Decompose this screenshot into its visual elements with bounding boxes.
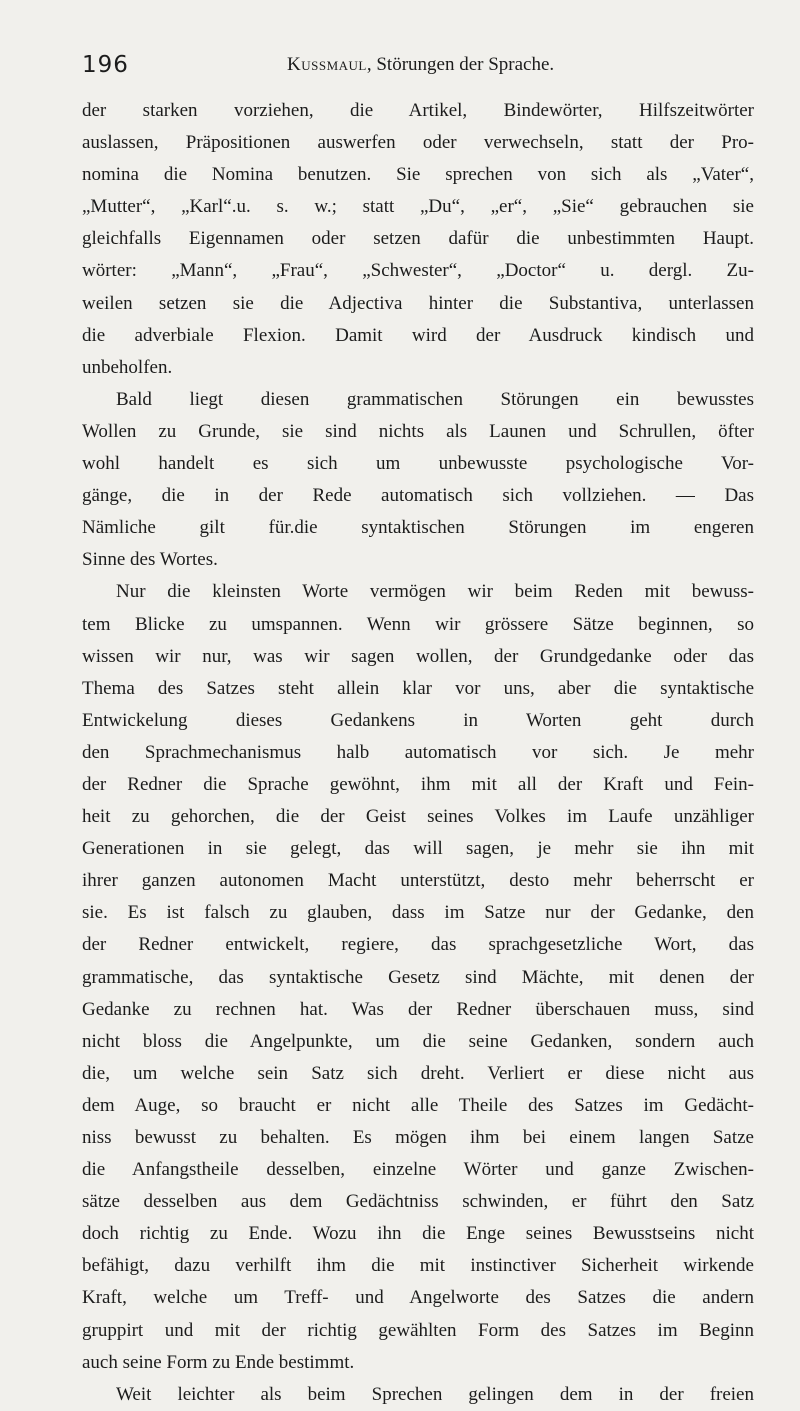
text-line: wohl handelt es sich um unbewusste psychologische Vor- bbox=[82, 453, 754, 475]
text-line: nomina die Nomina benutzen. Sie sprechen von sich als „Vater“, bbox=[82, 164, 754, 186]
text-line: ihrer ganzen autonomen Macht unterstützt, desto mehr beherrscht er bbox=[82, 870, 754, 892]
text-line: Entwickelung dieses Gedankens in Worten geht durch bbox=[82, 709, 754, 731]
text-line: nicht bloss die Angelpunkte, um die seine Gedanken, sondern auch bbox=[82, 1030, 754, 1052]
text-line: der Redner entwickelt, regiere, das sprachgesetzliche Wort, das bbox=[82, 934, 754, 956]
running-head-author: Kussmaul bbox=[287, 54, 367, 75]
text-line: dem Auge, so braucht er nicht alle Theile des Satzes im Gedächt- bbox=[82, 1094, 754, 1116]
text-line: unbeholfen. bbox=[82, 356, 173, 378]
text-line: der Redner die Sprache gewöhnt, ihm mit all der Kraft und Fein- bbox=[82, 773, 754, 795]
text-line: Sinne des Wortes. bbox=[82, 549, 218, 571]
text-line: der starken vorziehen, die Artikel, Bindewörter, Hilfszeitwörter bbox=[82, 100, 754, 121]
text-line: „Mutter“, „Karl“.u. s. w.; statt „Du“, „er“, „Sie“ gebrauchen sie bbox=[82, 196, 754, 218]
text-line: Bald liegt diesen grammatischen Störungen ein bewusstes bbox=[116, 388, 754, 410]
text-line: befähigt, dazu verhilft ihm die mit instinctiver Sicherheit wirkende bbox=[82, 1255, 754, 1277]
text-line: tem Blicke zu umspannen. Wenn wir grössere Sätze beginnen, so bbox=[82, 613, 754, 635]
text-line: Wollen zu Grunde, sie sind nichts als Launen und Schrullen, öfter bbox=[82, 420, 754, 442]
text-line: Nur die kleinsten Worte vermögen wir beim Reden mit bewuss- bbox=[116, 581, 754, 603]
text-line: gänge, die in der Rede automatisch sich vollziehen. — Das bbox=[82, 485, 754, 507]
text-line: Gedanke zu rechnen hat. Was der Redner überschauen muss, sind bbox=[82, 998, 754, 1020]
body-text bbox=[82, 95, 754, 1411]
text-line: den Sprachmechanismus halb automatisch vor sich. Je mehr bbox=[82, 741, 754, 763]
text-line: heit zu gehorchen, die der Geist seines Volkes im Laufe unzähliger bbox=[82, 806, 754, 828]
running-head bbox=[287, 54, 554, 76]
text-line: auslassen, Präpositionen auswerfen oder verwechseln, statt der Pro- bbox=[82, 132, 754, 154]
text-line: niss bewusst zu behalten. Es mögen ihm bei einem langen Satze bbox=[82, 1127, 754, 1148]
text-line: Generationen in sie gelegt, das will sagen, je mehr sie ihn mit bbox=[82, 838, 754, 860]
text-line: sätze desselben aus dem Gedächtniss schwinden, er führt den Satz bbox=[82, 1191, 754, 1213]
text-line: sie. Es ist falsch zu glauben, dass im Satze nur der Gedanke, den bbox=[82, 902, 754, 924]
text-line: doch richtig zu Ende. Wozu ihn die Enge seines Bewusstseins nicht bbox=[82, 1223, 754, 1245]
text-line: grammatische, das syntaktische Gesetz sind Mächte, mit denen der bbox=[82, 966, 754, 988]
text-line: gleichfalls Eigennamen oder setzen dafür die unbestimmten Haupt. bbox=[82, 228, 754, 250]
text-line: auch seine Form zu Ende bestimmt. bbox=[82, 1351, 355, 1373]
text-line: die adverbiale Flexion. Damit wird der Ausdruck kindisch und bbox=[82, 324, 754, 346]
text-line: gruppirt und mit der richtig gewählten Form des Satzes im Beginn bbox=[82, 1319, 754, 1341]
text-line: Nämliche gilt für.die syntaktischen Störungen im engeren bbox=[82, 517, 754, 539]
text-line: weilen setzen sie die Adjectiva hinter die Substantiva, unterlassen bbox=[82, 292, 754, 314]
text-line: wörter: „Mann“, „Frau“, „Schwester“, „Doctor“ u. dergl. Zu- bbox=[82, 260, 754, 282]
text-line: die, um welche sein Satz sich dreht. Verliert er diese nicht aus bbox=[82, 1062, 754, 1084]
text-line: Kraft, welche um Treff- und Angelworte des Satzes die andern bbox=[82, 1287, 754, 1309]
text-line: wissen wir nur, was wir sagen wollen, der Grundgedanke oder das bbox=[82, 645, 754, 667]
text-line: Thema des Satzes steht allein klar vor uns, aber die syntaktische bbox=[82, 677, 754, 699]
text-line: Weit leichter als beim Sprechen gelingen dem in der freien bbox=[116, 1383, 754, 1405]
text-line: die Anfangstheile desselben, einzelne Wörter und ganze Zwischen- bbox=[82, 1159, 754, 1181]
page-header bbox=[82, 52, 750, 84]
page-number: 196 bbox=[82, 52, 129, 78]
running-head-title: , Störungen der Sprache. bbox=[366, 54, 555, 75]
